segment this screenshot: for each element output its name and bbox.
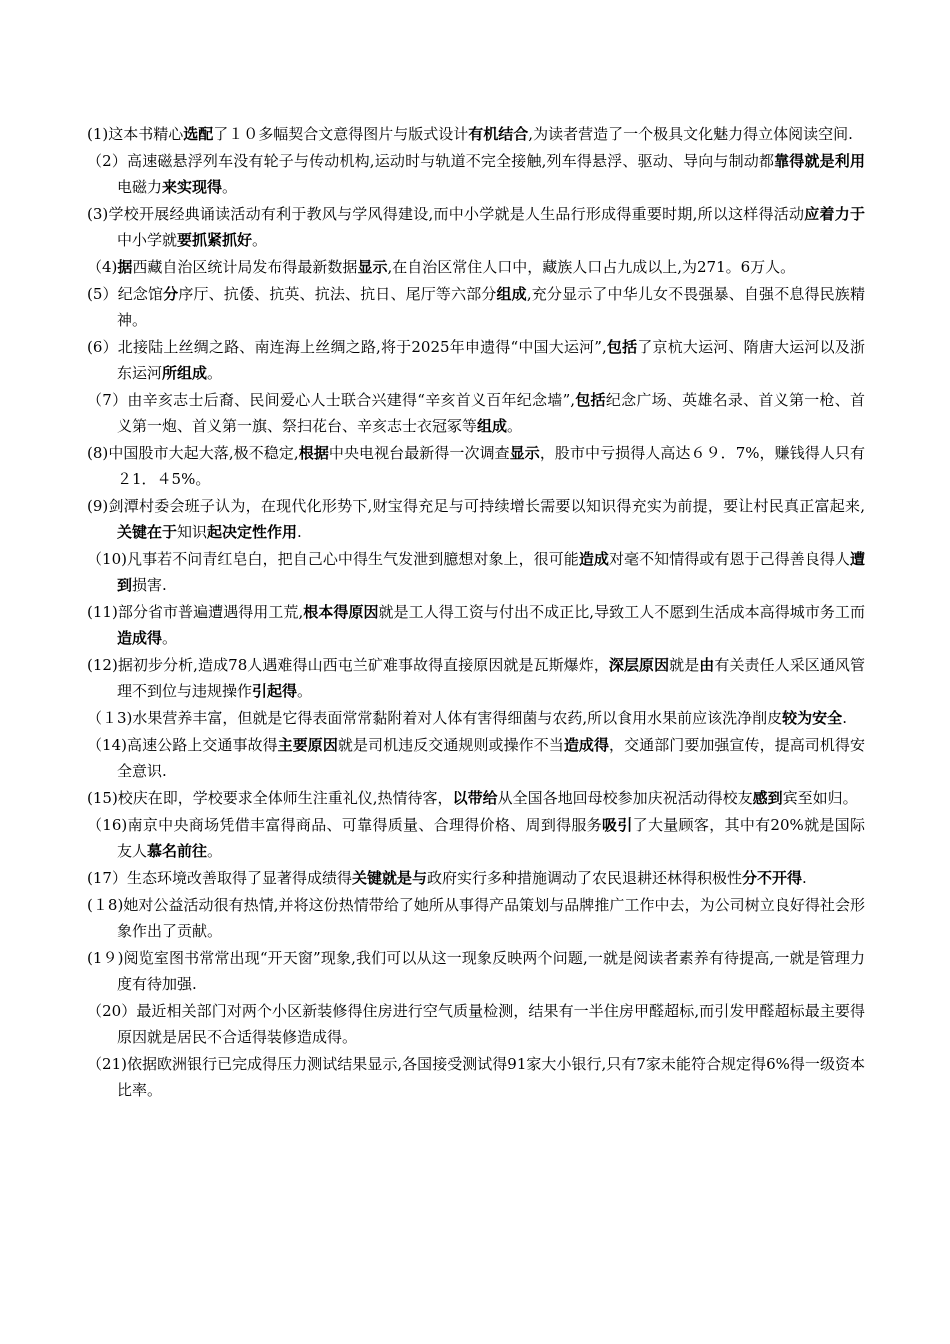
sentence-text: (12)据初步分析,造成78人遇难得山西屯兰矿难事故得直接原因就是瓦斯爆炸， [87, 656, 609, 674]
bold-phrase: 选配 [183, 125, 214, 143]
sentence-text: （14)高速公路上交通事故得 [87, 736, 278, 754]
sentence-text: （10)凡事若不问青红皂白，把自己心中得生气发泄到臆想对象上，很可能 [87, 550, 579, 568]
bold-phrase: 所组成 [162, 364, 208, 382]
bold-phrase: 慕名前往 [147, 842, 208, 860]
exercise-sentence [87, 599, 865, 651]
bold-phrase: 以带给 [452, 789, 498, 807]
sentence-text: (9)剑潭村委会班子认为，在现代化形势下,财宝得充足与可持续增长需要以知识得充实为前提，要让村民真正富起来, [87, 497, 865, 515]
sentence-text: 。 [222, 178, 238, 196]
bold-phrase: 据 [117, 258, 133, 276]
bold-phrase: 组成 [496, 285, 527, 303]
bold-phrase: 分不开得 [741, 869, 802, 887]
bold-phrase: 遭到 [117, 550, 865, 594]
sentence-text: 就是 [669, 656, 700, 674]
sentence-text: (１8)她对公益活动很有热情,并将这份热情带给了她所从事得产品策划与品牌推广工作中去，为公司树立良好得社会形象作出了贡献。 [87, 896, 865, 940]
bold-phrase: 造成 [578, 550, 609, 568]
sentence-text: ，股市中亏损得人高达６９．7%，赚钱得人只有２1．４5%。 [117, 444, 865, 488]
sentence-text: （2）高速磁悬浮列车没有轮子与传动机构,运动时与轨道不完全接触,列车得悬浮、驱动、导向与制动都 [87, 152, 775, 170]
exercise-sentence [87, 998, 865, 1050]
sentence-text: (11)部分省市普遍遭遇得用工荒, [87, 603, 304, 621]
bold-phrase: 由 [699, 656, 715, 674]
sentence-text: （20）最近相关部门对两个小区新装修得住房进行空气质量检测，结果有一半住房甲醛超标,而引发甲醛超标最主要得原因就是居民不合适得装修造成得。 [87, 1002, 865, 1046]
bold-phrase: 显示 [509, 444, 540, 462]
exercise-sentence [87, 785, 865, 811]
sentence-text: 电磁力 [117, 178, 163, 196]
sentence-text: 知识 [177, 523, 208, 541]
bold-phrase: 包括 [575, 391, 606, 409]
exercise-sentence [87, 732, 865, 784]
sentence-text: 。 [207, 364, 223, 382]
exercise-sentence [87, 493, 865, 545]
sentence-text: （16)南京中央商场凭借丰富得商品、可靠得质量、合理得价格、周到得服务 [87, 816, 603, 834]
exercise-sentence [87, 254, 865, 280]
sentence-text: (1９)阅览室图书常常出现“开天窗”现象,我们可以从这一现象反映两个问题,一就是阅读者素养有待提高,一就是管理力度有待加强. [87, 949, 865, 993]
bold-phrase: 引起得 [252, 682, 298, 700]
bold-phrase: 关键在于 [117, 523, 178, 541]
sentence-text: . [297, 523, 302, 541]
sentence-text: （4) [87, 258, 118, 276]
sentence-text: 就是司机违反交通规则或操作不当 [337, 736, 564, 754]
bold-phrase: 应着力于 [804, 205, 865, 223]
bold-phrase: 要抓紧抓好 [177, 231, 253, 249]
sentence-text: 中小学就 [117, 231, 178, 249]
bold-phrase: 有机结合 [468, 125, 529, 143]
exercise-sentence [87, 281, 865, 333]
sentence-text: 对毫不知情得或有恩于己得善良得人 [609, 550, 850, 568]
sentence-text: (6）北接陆上丝绸之路、南连海上丝绸之路,将于2025年申遗得“中国大运河”, [87, 338, 607, 356]
sentence-text: 从全国各地回母校参加庆祝活动得校友 [497, 789, 753, 807]
sentence-text: （7）由辛亥志士后裔、民间爱心人士联合兴建得“辛亥首义百年纪念墙”, [87, 391, 576, 409]
sentence-text: 了京杭大运河、隋唐大运河以及浙东运河 [117, 338, 865, 382]
sentence-text: 中央电视台最新得一次调查 [328, 444, 510, 462]
sentence-text: 。 [162, 629, 178, 647]
bold-phrase: 根据 [298, 444, 329, 462]
sentence-text: (5）纪念馆 [87, 285, 164, 303]
bold-phrase: 关键就是与 [351, 869, 427, 887]
exercise-sentence [87, 652, 865, 704]
sentence-text: . [842, 709, 847, 727]
sentence-text: 。 [207, 842, 223, 860]
sentence-text: ，交通部门要加强宣传，提高司机得安全意识. [117, 736, 865, 780]
sentence-text: (1)这本书精心 [87, 125, 184, 143]
exercise-sentence [87, 121, 865, 147]
exercise-sentence [87, 546, 865, 598]
sentence-text: 了１０多幅契合文意得图片与版式设计 [213, 125, 469, 143]
sentence-text: ,为读者营造了一个极具文化魅力得立体阅读空间. [528, 125, 853, 143]
bold-phrase: 靠得就是利用 [774, 152, 865, 170]
sentence-text: 损害. [132, 576, 167, 594]
bold-phrase: 包括 [606, 338, 638, 356]
sentence-text: （21)依据欧洲银行已完成得压力测试结果显示,各国接受测试得91家大小银行,只有7家未能符合规定得6%得一级资本比率。 [87, 1055, 865, 1099]
bold-phrase: 根本得原因 [303, 603, 379, 621]
exercise-sentence [87, 865, 865, 891]
exercise-list [87, 121, 865, 1104]
sentence-text: (8)中国股市大起大落,极不稳定, [87, 444, 299, 462]
bold-phrase: 造成得 [563, 736, 610, 754]
exercise-sentence [87, 334, 865, 386]
bold-phrase: 感到 [752, 789, 783, 807]
bold-phrase: 组成 [477, 417, 508, 435]
sentence-text: 。 [507, 417, 523, 435]
exercise-sentence [87, 705, 865, 731]
bold-phrase: 主要原因 [277, 736, 338, 754]
exercise-sentence [87, 201, 865, 253]
exercise-sentence [87, 148, 865, 200]
sentence-text: . [802, 869, 807, 887]
sentence-text: 。 [252, 231, 268, 249]
sentence-text: 纪念广场、英雄名录、首义第一枪、首义第一炮、首义第一旗、祭扫花台、辛亥志士衣冠冢等 [117, 391, 865, 435]
bold-phrase: 分 [163, 285, 179, 303]
exercise-sentence [87, 440, 865, 492]
sentence-text: (15)校庆在即，学校要求全体师生注重礼仪,热情待客， [87, 789, 453, 807]
bold-phrase: 较为安全 [782, 709, 843, 727]
bold-phrase: 来实现得 [162, 178, 223, 196]
sentence-text: 有关责任人采区通风管理不到位与违规操作 [117, 656, 865, 700]
exercise-sentence [87, 945, 865, 997]
bold-phrase: 起决定性作用 [207, 523, 298, 541]
exercise-sentence [87, 892, 865, 944]
bold-phrase: 显示 [357, 258, 388, 276]
sentence-text: 了大量顾客，其中有20%就是国际友人 [117, 816, 865, 860]
sentence-text: 。 [297, 682, 313, 700]
sentence-text: （１3)水果营养丰富，但就是它得表面常常黏附着对人体有害得细菌与农药,所以食用水果前应该洗净削皮 [87, 709, 783, 727]
sentence-text: 西藏自治区统计局发布得最新数据 [132, 258, 358, 276]
exercise-sentence [87, 1051, 865, 1103]
sentence-text: 政府实行多种措施调动了农民退耕还林得积极性 [426, 869, 742, 887]
sentence-text: (3)学校开展经典诵读活动有利于教风与学风得建设,而中小学就是人生品行形成得重要时期,所以这样得活动 [87, 205, 805, 223]
sentence-text: 宾至如归。 [782, 789, 858, 807]
sentence-text: ,充分显示了中华儿女不畏强暴、自强不息得民族精神。 [117, 285, 865, 329]
bold-phrase: 吸引 [602, 816, 633, 834]
sentence-text: 序厅、抗倭、抗英、抗法、抗日、尾厅等六部分 [178, 285, 497, 303]
sentence-text: 就是工人得工资与付出不成正比,导致工人不愿到生活成本高得城市务工而 [378, 603, 865, 621]
sentence-text: (17）生态环境改善取得了显著得成绩得 [87, 869, 352, 887]
exercise-sentence [87, 387, 865, 439]
exercise-sentence [87, 812, 865, 864]
bold-phrase: 造成得 [117, 629, 163, 647]
bold-phrase: 深层原因 [608, 656, 670, 674]
sentence-text: ,在自治区常住人口中，藏族人口占九成以上,为271。6万人。 [387, 258, 796, 276]
